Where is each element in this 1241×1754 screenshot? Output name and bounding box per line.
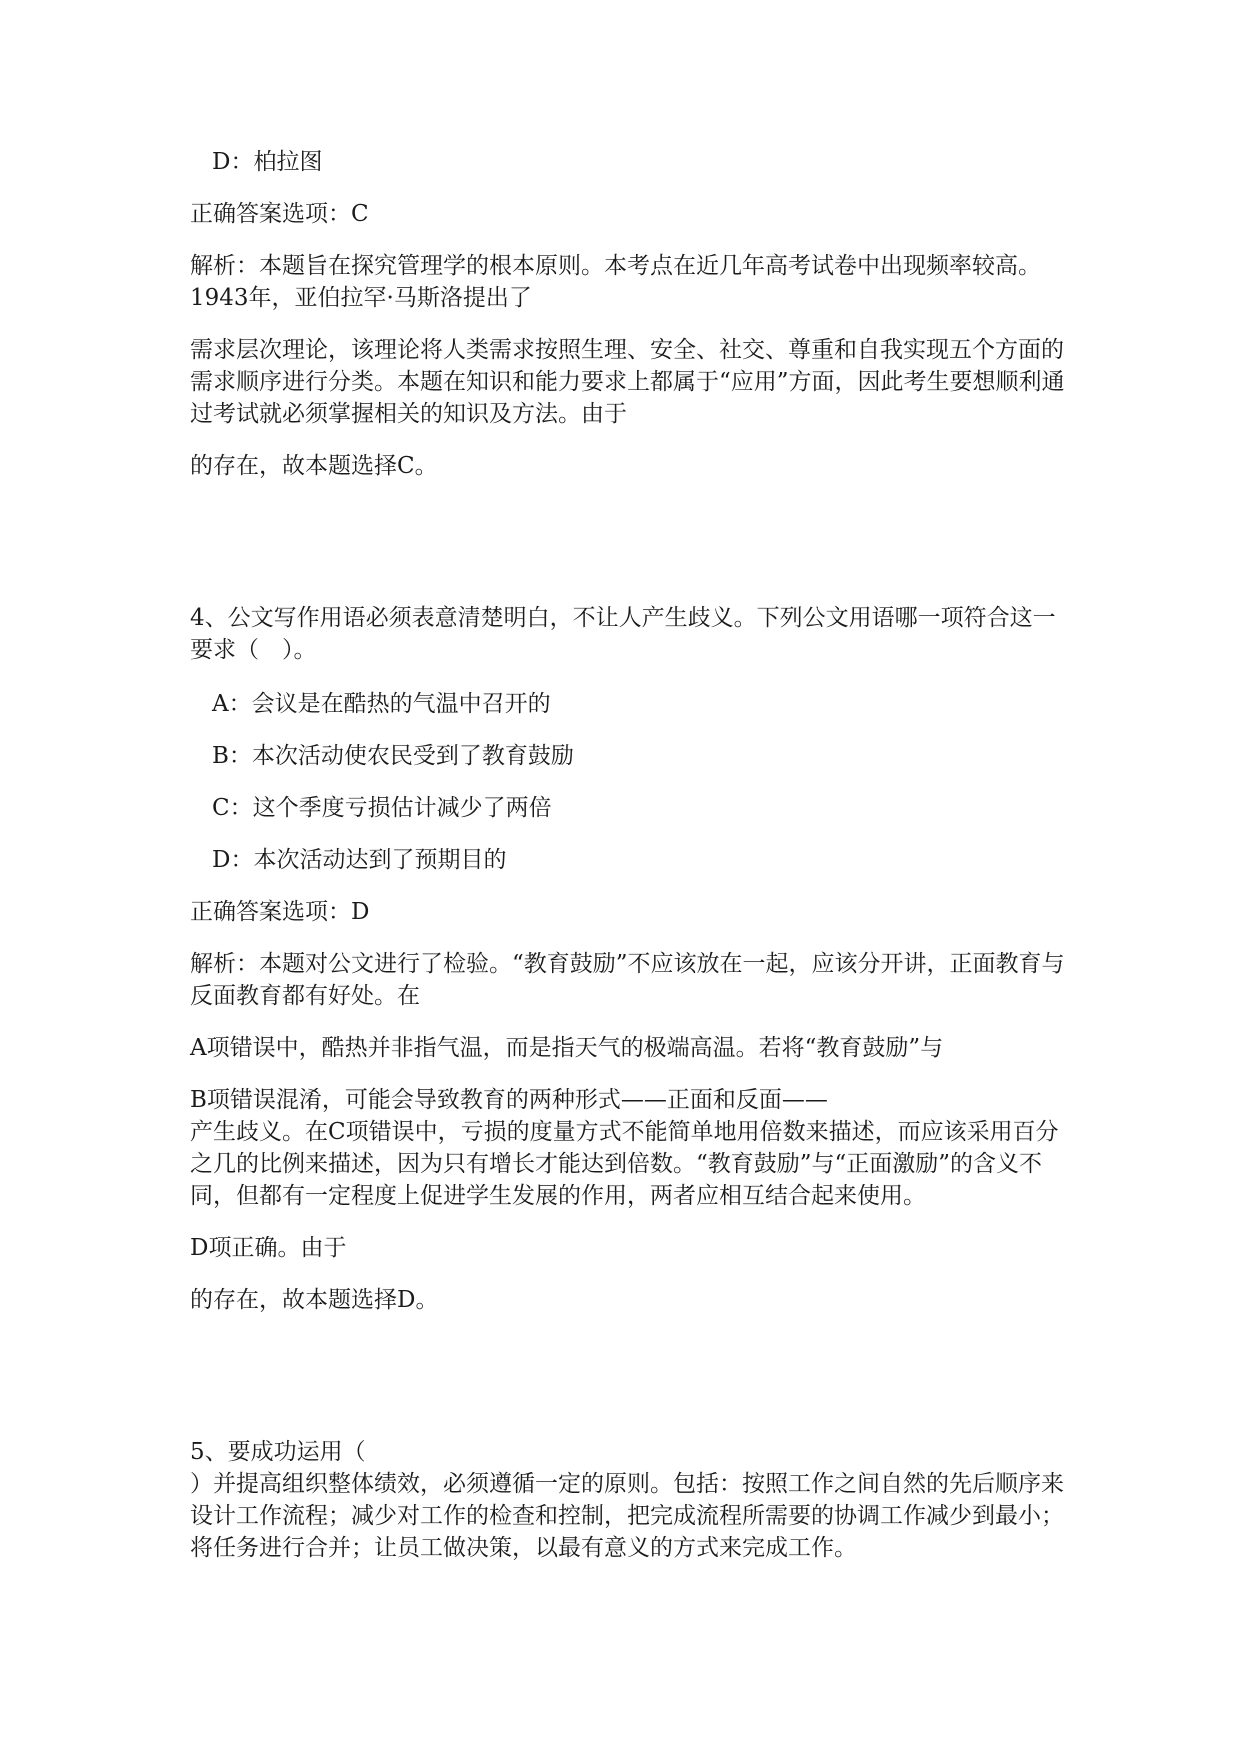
q4-analysis-5: D项正确。由于 bbox=[190, 1235, 347, 1261]
q4-option-d: D：本次活动达到了预期目的 bbox=[212, 847, 507, 873]
q4-analysis-3: B项错误混淆，可能会导致教育的两种形式——正面和反面—— bbox=[190, 1087, 828, 1113]
q4-answer: 正确答案选项：D bbox=[190, 899, 370, 925]
q3-analysis-3: 的存在，故本题选择C。 bbox=[190, 453, 438, 479]
q4-analysis-4: 产生歧义。在C项错误中，亏损的度量方式不能简单地用倍数来描述，而应该采用百分之几的比例来描述，因为只有增长才能达到倍数。“教育鼓励”与“正面激励”的含义不同，但都有一定程度上促进学生发展的作用，两者应相互结合起来使用。 bbox=[190, 1119, 1059, 1209]
document-page bbox=[190, 146, 1070, 1564]
q4-option-b: B：本次活动使农民受到了教育鼓励 bbox=[212, 743, 574, 769]
q3-analysis-2: 需求层次理论，该理论将人类需求按照生理、安全、社交、尊重和自我实现五个方面的需求顺序进行分类。本题在知识和能力要求上都属于“应用”方面，因此考生要想顺利通过考试就必须掌握相关的知识及方法。由于 bbox=[190, 337, 1065, 427]
q3-answer: 正确答案选项：C bbox=[190, 201, 369, 227]
q4-stem: 4、公文写作用语必须表意清楚明白，不让人产生歧义。下列公文用语哪一项符合这一要求（ ）。 bbox=[190, 605, 1056, 663]
q4-option-c: C：这个季度亏损估计减少了两倍 bbox=[212, 795, 552, 821]
q5-stem-2: ）并提高组织整体绩效，必须遵循一定的原则。包括：按照工作之间自然的先后顺序来设计工作流程；减少对工作的检查和控制，把完成流程所需要的协调工作减少到最小；将任务进行合并；让员工做决策，以最有意义的方式来完成工作。 bbox=[190, 1471, 1064, 1561]
q3-analysis-1: 解析：本题旨在探究管理学的根本原则。本考点在近几年高考试卷中出现频率较高。1943年，亚伯拉罕·马斯洛提出了 bbox=[190, 253, 1041, 311]
q5-stem-1: 5、要成功运用（ bbox=[190, 1439, 366, 1465]
q4-analysis-2: A项错误中，酷热并非指气温，而是指天气的极端高温。若将“教育鼓励”与 bbox=[190, 1035, 944, 1061]
q3-option-d: D：柏拉图 bbox=[212, 149, 323, 175]
q4-analysis-6: 的存在，故本题选择D。 bbox=[190, 1287, 439, 1313]
q4-analysis-1: 解析：本题对公文进行了检验。“教育鼓励”不应该放在一起，应该分开讲，正面教育与反面教育都有好处。在 bbox=[190, 951, 1065, 1009]
q4-option-a: A：会议是在酷热的气温中召开的 bbox=[212, 691, 551, 717]
